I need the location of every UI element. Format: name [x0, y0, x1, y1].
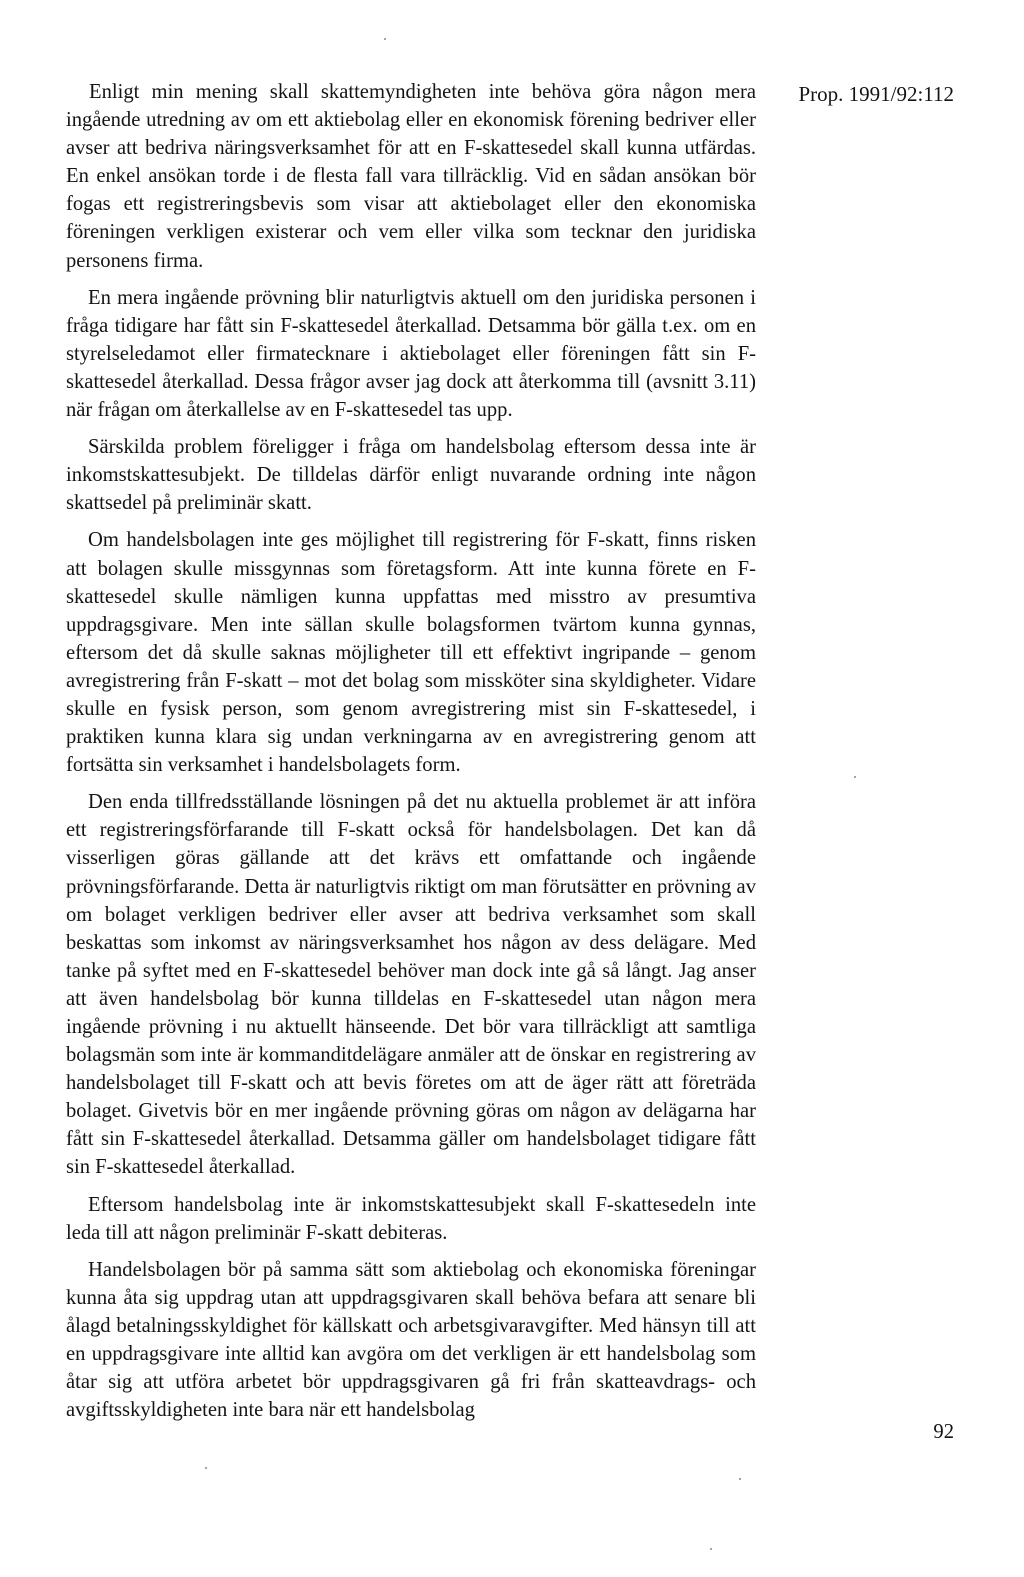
paragraph: Om handelsbolagen inte ges möjlighet till registrering för F-skatt, finns risken att bolagen skulle missgynnas som företagsform. Att inte kunna förete en F-skattesedel skulle nämligen kunna uppfattas med misstro av presumtiva uppdragsgivare. Men inte sällan skulle bolagsformen tvärtom kunna gynnas, eftersom det då skulle saknas möjligheter till ett effektivt ingripande – genom avregistrering från F-skatt – mot det bolag som missköter sina skyldigheter. Vidare skulle en fysisk person, som genom avregistrering mist sin F-skattesedel, i praktiken kunna klara sig undan verkningarna av en avregistrering genom att fortsätta sin verksamhet i handelsbolagets form. — [66, 529, 756, 777]
paragraph: Särskilda problem föreligger i fråga om handelsbolag eftersom dessa inte är inkomstskattesubjekt. De tilldelas därför enligt nuvarande ordning inte någon skattsedel på preliminär skatt. — [66, 436, 756, 515]
scan-speck — [710, 1548, 712, 1550]
scan-speck — [384, 38, 386, 40]
paragraph: Enligt min mening skall skattemyndigheten inte behöva göra någon mera ingående utredning av om ett aktiebolag eller en ekonomisk förening bedriver eller avser att bedriva näringsverksamhet för att en F-skattesedel skall kunna utfärdas. En enkel ansökan torde i de flesta fall vara tillräcklig. Vid en sådan ansökan bör fogas ett registreringsbevis som visar att aktiebolaget eller den ekonomiska föreningen verkligen existerar och vem eller vilka som tecknar den juridiska personens firma. — [66, 81, 756, 272]
paragraph: Handelsbolagen bör på samma sätt som aktiebolag och ekonomiska föreningar kunna åta sig uppdrag utan att uppdragsgivaren skall behöva befara att senare bli ålagd betalningsskyldighet för källskatt och arbetsgivaravgifter. Med hänsyn till att en uppdragsgivare inte alltid kan avgöra om det verkligen är ett handelsbolag som åtar sig att utföra arbetet bör uppdragsgivaren gå fri från skatteavdrags- och avgiftsskyldigheten inte bara när ett handelsbolag — [66, 1258, 756, 1422]
paragraph: En mera ingående prövning blir naturligtvis aktuell om den juridiska personen i fråga tidigare har fått sin F-skattesedel återkallad. Detsamma bör gälla t.ex. om en styrelseledamot eller firmatecknare i aktiebolaget eller föreningen fått sin F-skattesedel återkallad. Dessa frågor avser jag dock att återkomma till (avsnitt 3.11) när frågan om återkallelse av en F-skattesedel tas upp. — [66, 286, 756, 422]
body-text — [66, 78, 756, 1424]
scan-speck — [739, 1478, 741, 1480]
paragraph: Eftersom handelsbolag inte är inkomstskattesubjekt skall F-skattesedeln inte leda till att någon preliminär F-skatt debiteras. — [66, 1193, 756, 1244]
scan-speck — [205, 1467, 207, 1469]
running-head: Prop. 1991/92:112 — [798, 82, 954, 106]
paragraph: Den enda tillfredsställande lösningen på det nu aktuella problemet är att införa ett registreringsförfarande till F-skatt också för handelsbolagen. Det kan då visserligen göras gällande att det krävs ett omfattande och ingående prövningsförfarande. Detta är naturligtvis riktigt om man förutsätter en prövning av om bolaget verkligen bedriver eller avser att bedriva verksamhet som skall beskattas som inkomst av näringsverksamhet hos någon av dess delägare. Med tanke på syftet med en F-skattesedel behöver man dock inte gå så långt. Jag anser att även handelsbolag bör kunna tilldelas en F-skattesedel utan någon mera ingående prövning i nu aktuellt hänseende. Det bör vara tillräckligt att samtliga bolagsmän som inte är kommanditdelägare anmäler att de önskar en registrering av handelsbolaget till F-skatt och att bevis företes om att de äger rätt att företräda bolaget. Givetvis bör en mer ingående prövning göras om någon av delägarna har fått sin F-skattesedel återkallad. Detsamma gäller om handelsbolaget tidigare fått sin F-skattesedel återkallad. — [66, 791, 756, 1179]
scan-speck — [854, 776, 856, 778]
page-number: 92 — [933, 1421, 954, 1443]
